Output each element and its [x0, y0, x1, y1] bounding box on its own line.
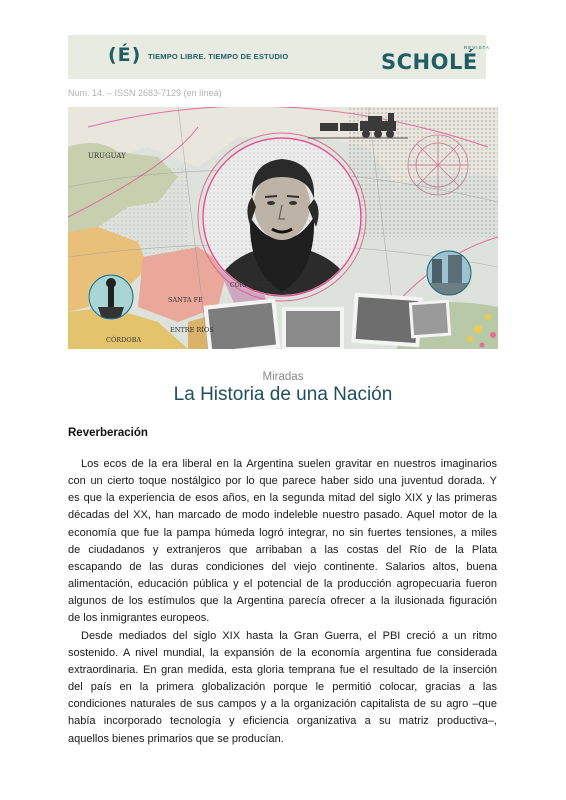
magazine-name: SCHOLÉ: [381, 50, 478, 74]
text-line: escapando de las duras condiciones del viejo continente. Salarios altos, buena: [68, 560, 497, 573]
text-line: algunos de los estímulos que la Argentina parecía ofrecer a la ilusionada figuración: [68, 595, 497, 608]
text-line: había incorporado tecnología y eficiencia organizativa a su matriz productiva–,: [68, 715, 497, 728]
hero-collage-image: [68, 107, 498, 349]
text-line: alimentación, educación pública y el potencial de la producción agropecuaria fueron: [68, 578, 497, 591]
paragraph-2: [68, 628, 497, 748]
hero-collage: [68, 107, 498, 349]
map-label-4: CÓRDOBA: [106, 336, 142, 344]
article-title: La Historia de una Nación: [173, 384, 393, 405]
text-line: de los inmigrantes europeos.: [68, 612, 210, 625]
text-line: Los ecos de la era liberal en la Argentina suelen gravitar en nuestros imaginarios: [81, 458, 497, 470]
text-line: sostenido. A nivel mundial, la expansión de la economía argentina fue considerada: [68, 646, 497, 659]
map-label-0: URUGUAY: [88, 152, 126, 160]
text-line: economía que fue la pampa húmeda logró integrar, no sin fuertes tensiones, a miles: [68, 526, 497, 539]
text-line: extraordinaria. En gran medida, esta gloria temprana fue el resultado de la inserción: [68, 663, 497, 676]
text-line: aquellos bienes primarios que se producían.: [68, 732, 284, 745]
map-label-1: CORRIENTES: [230, 282, 274, 289]
map-label-2: SANTA FE: [168, 296, 203, 304]
section-kicker: Miradas: [262, 371, 304, 383]
article-body: [68, 456, 497, 748]
text-line: Desde mediados del siglo XIX hasta la Gran Guerra, el PBI creció a un ritmo: [81, 629, 497, 642]
text-line: del país en la primera globalización porque le permitió colocar, gracias a las: [68, 681, 497, 694]
text-line: con un cierto toque nostálgico por lo que parece haber sido una juventud dorada. Y: [68, 475, 497, 488]
map-label-3: ENTRE RÍOS: [170, 326, 214, 334]
article-subheading: Reverberación: [68, 427, 148, 439]
text-line: décadas del XX, han marcado de modo indeleble nuestro pasado. Aquel motor de la: [68, 509, 497, 522]
journal-logo-text: TIEMPO LIBRE. TIEMPO DE ESTUDIO: [148, 52, 289, 61]
journal-banner: [68, 35, 490, 79]
magazine-kicker: REVISTA: [464, 45, 490, 50]
text-line: de ciudadanos y extranjeros que arribaban a las costas del Río de la Plata: [68, 543, 497, 556]
text-line: condiciones naturales de sus campos y a la organización capitalista de su agro –que: [68, 698, 497, 711]
paragraph-1: [68, 456, 497, 628]
text-line: es que la experiencia de esos años, en la segunda mitad del siglo XIX y las primeras: [68, 492, 497, 505]
journal-logo-mark: (É): [108, 44, 142, 66]
issn-line: Num. 14. – ISSN 2683-7129 (en línea): [68, 88, 222, 98]
